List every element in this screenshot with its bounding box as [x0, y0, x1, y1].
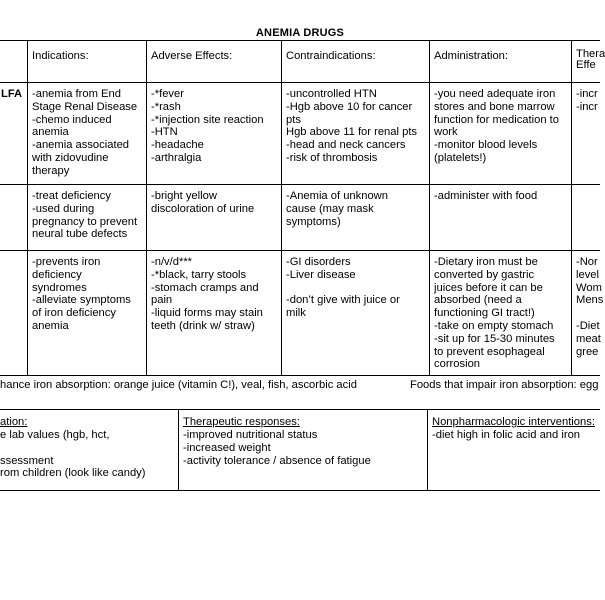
- page-title: ANEMIA DRUGS: [255, 27, 345, 39]
- bottom-table-top-border: [0, 409, 600, 410]
- enhance-absorption-note: hance iron absorption: orange juice (vitamin C!), veal, fish, ascorbic acid: [0, 379, 357, 391]
- bottom-header-therapeutic-responses: Therapeutic responses:: [183, 416, 300, 428]
- header-adverse-effects: Adverse Effects:: [151, 50, 233, 62]
- header-indications: Indications:: [32, 50, 89, 62]
- bottom-body-therapeutic-responses: -improved nutritional status -increased weight -activity tolerance / absence of fatigue: [183, 429, 371, 467]
- bottom-body-evaluation: e lab values (hgb, hct, ssessment rom children (look like candy): [0, 429, 146, 480]
- row1-therapeutic-effects: -incr -incr: [576, 88, 598, 113]
- row2-contraindications: -Anemia of unknown cause (may mask symptoms): [286, 190, 388, 228]
- row3-therapeutic-effects: -Nor level Wom Mens -Diet meat gree: [576, 256, 604, 358]
- row3-administration: -Dietary iron must be converted by gastric juices before it can be absorbed (need a functioning GI tract!) -take on empty stomach -sit up for 15-30 minutes to prevent esophageal corrosion: [434, 256, 555, 371]
- row1-indications: -anemia from End Stage Renal Disease -chemo induced anemia -anemia associated with zidovudine therapy: [32, 88, 138, 177]
- impair-absorption-note: Foods that impair iron absorption: egg: [410, 379, 599, 391]
- bottom-body-nonpharmacologic: -diet high in folic acid and iron: [432, 429, 581, 441]
- row2-adverse-effects: -bright yellow discoloration of urine: [151, 190, 255, 215]
- drug-name: LFA: [1, 88, 23, 100]
- row1-contraindications: -uncontrolled HTN -Hgb above 10 for cancer pts Hgb above 11 for renal pts -head and neck cancers -risk of thrombosis: [286, 88, 418, 164]
- row2-therapeutic-effects: [571, 188, 600, 250]
- table-row2-border: [0, 250, 600, 251]
- table-header-border: [0, 82, 600, 83]
- header-therapeutic-effects: Thera Effe: [576, 48, 605, 71]
- row1-adverse-effects: -*fever -*rash -*injection site reaction -HTN -headache -arthralgia: [151, 88, 264, 164]
- row3-indications: -prevents iron deficiency syndromes -alleviate symptoms of iron deficiency anemia: [32, 256, 131, 332]
- row3-adverse-effects: -n/v/d*** -*black, tarry stools -stomach cramps and pain -liquid forms may stain teeth (drink w/ straw): [151, 256, 263, 332]
- table-top-border: [0, 40, 600, 41]
- header-contraindications: Contraindications:: [286, 50, 376, 62]
- bottom-table-bottom-border: [0, 490, 600, 491]
- table-row1-border: [0, 184, 600, 185]
- bottom-header-nonpharmacologic: Nonpharmacologic interventions:: [432, 416, 595, 428]
- row3-contraindications: -GI disorders -Liver disease -don’t give with juice or milk: [286, 256, 400, 320]
- bottom-header-evaluation: ation:: [0, 416, 28, 428]
- row2-drug: [0, 188, 27, 250]
- table-bottom-border: [0, 375, 600, 376]
- row2-administration: -administer with food: [434, 190, 538, 202]
- row3-drug: [0, 254, 27, 375]
- header-drug: [0, 48, 27, 82]
- row1-administration: -you need adequate iron stores and bone marrow function for medication to work -monitor blood levels (platelets!): [434, 88, 559, 164]
- header-administration: Administration:: [434, 50, 508, 62]
- row2-indications: -treat deficiency -used during pregnancy to prevent neural tube defects: [32, 190, 138, 241]
